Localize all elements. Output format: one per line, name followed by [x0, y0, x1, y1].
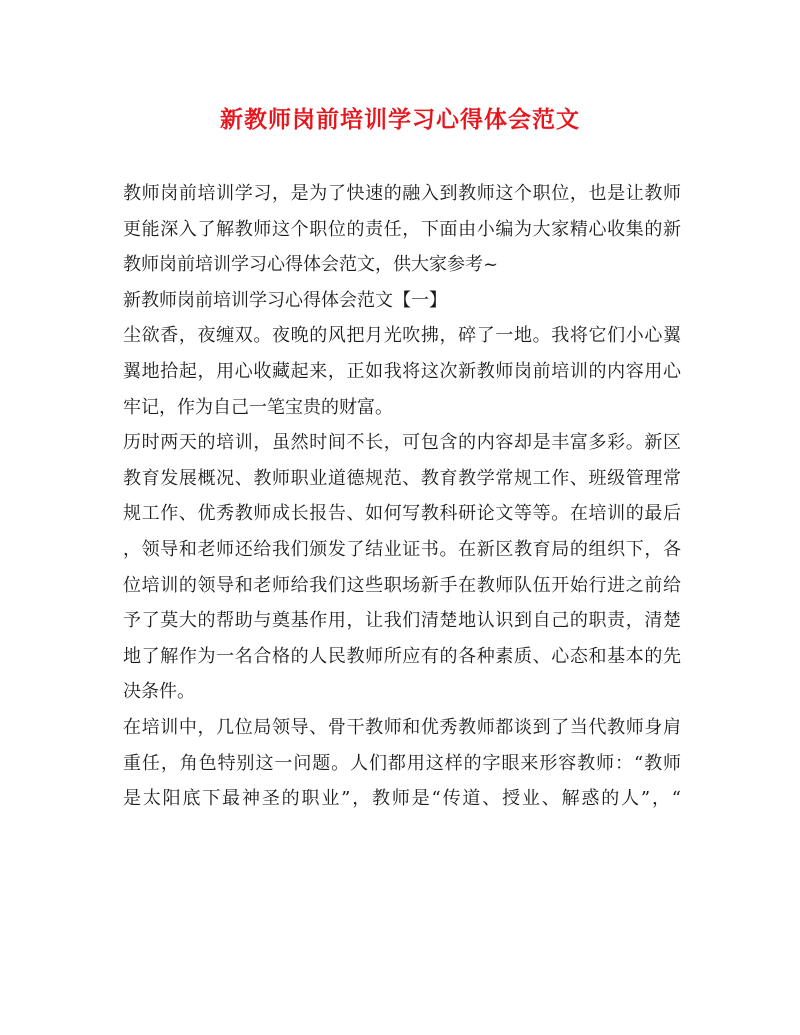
body-line: 决条件。	[123, 681, 195, 703]
body-line: 予了莫大的帮助与奠基作用，让我们清楚地认识到自己的职责，清楚	[123, 610, 681, 632]
body-line: 在培训中，几位局领导、骨干教师和优秀教师都谈到了当代教师身肩	[123, 716, 681, 738]
body-line: 翼地拾起，用心收藏起来，正如我将这次新教师岗前培训的内容用心	[123, 360, 681, 382]
section-heading: 新教师岗前培训学习心得体会范文【一】	[123, 289, 447, 311]
document-title: 新教师岗前培训学习心得体会范文	[220, 106, 580, 133]
body-line: 历时两天的培训，虽然时间不长，可包含的内容却是丰富多彩。新区	[123, 432, 681, 454]
document-body	[123, 176, 681, 817]
body-line: 更能深入了解教师这个职位的责任，下面由小编为大家精心收集的新	[123, 218, 681, 240]
body-line: 地了解作为一名合格的人民教师所应有的各种素质、心态和基本的先	[123, 645, 681, 667]
body-line: 规工作、优秀教师成长报告、如何写教科研论文等等。在培训的最后	[123, 503, 681, 525]
body-line: 教师岗前培训学习，是为了快速的融入到教师这个职位，也是让教师	[123, 183, 681, 204]
body-line: 尘欲香，夜缠双。夜晚的风把月光吹拂，碎了一地。我将它们小心翼	[123, 325, 681, 347]
body-line: ，领导和老师还给我们颁发了结业证书。在新区教育局的组织下，各	[123, 538, 681, 560]
body-line: 教师岗前培训学习心得体会范文，供大家参考~	[123, 254, 499, 276]
body-line: 重任，角色特别这一问题。人们都用这样的字眼来形容教师：“教师	[123, 752, 681, 774]
body-line: 位培训的领导和老师给我们这些职场新手在教师队伍开始行进之前给	[123, 574, 681, 596]
body-line: 牢记，作为自己一笔宝贵的财富。	[123, 396, 393, 418]
body-line: 教育发展概况、教师职业道德规范、教育教学常规工作、班级管理常	[123, 467, 681, 489]
body-line: 是太阳底下最神圣的职业”，教师是“传道、授业、解惑的人”，“	[123, 788, 681, 810]
